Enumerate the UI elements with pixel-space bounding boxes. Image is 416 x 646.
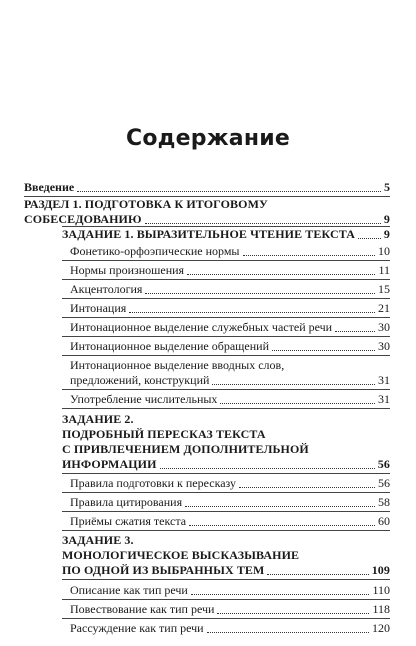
leader-dots — [272, 350, 375, 351]
divider — [62, 298, 390, 299]
divider — [62, 530, 390, 531]
leader-dots — [358, 238, 381, 239]
divider — [62, 579, 390, 580]
toc-page-number: 56 — [377, 457, 390, 471]
task-title-line: ПОДРОБНЫЙ ПЕРЕСКАЗ ТЕКСТА — [62, 427, 266, 441]
toc-section-1[interactable] — [24, 197, 390, 227]
leader-dots — [207, 632, 369, 633]
toc-item[interactable] — [70, 244, 390, 259]
toc-item-label: предложений, конструкций — [70, 373, 210, 387]
toc-item-label: Правила подготовки к пересказу — [70, 476, 237, 490]
task-title-line: ИНФОРМАЦИИ — [62, 457, 157, 471]
toc-item-label: Интонационное выделение вводных слов, — [70, 358, 285, 372]
leader-dots — [212, 384, 375, 385]
toc-item[interactable] — [70, 602, 390, 617]
divider — [62, 618, 390, 619]
task-title-line: С ПРИВЛЕЧЕНИЕМ ДОПОЛНИТЕЛЬНОЙ — [62, 442, 309, 456]
toc-item-label: Интонационное выделение обращений — [70, 339, 269, 353]
toc-page-number: 15 — [378, 282, 390, 296]
task-title: ЗАДАНИЕ 1. ВЫРАЗИТЕЛЬНОЕ ЧТЕНИЕ ТЕКСТА — [62, 227, 356, 241]
toc-item-label: Акцентология — [70, 282, 143, 296]
divider — [62, 408, 390, 409]
leader-dots — [185, 506, 375, 507]
toc-item[interactable] — [70, 476, 390, 491]
divider — [62, 355, 390, 356]
toc-item-label: Интонационное выделение служебных частей речи — [70, 320, 333, 334]
toc-page-number: 109 — [371, 563, 390, 577]
toc-page-number: 9 — [383, 212, 390, 226]
divider — [62, 317, 390, 318]
toc-item-label: Фонетико-орфоэпические нормы — [70, 244, 240, 258]
toc-item-label: Повествование как тип речи — [70, 602, 215, 616]
toc-page-number: 31 — [378, 373, 390, 387]
toc-item[interactable] — [70, 339, 390, 354]
divider — [62, 599, 390, 600]
section-title-line: СОБЕСЕДОВАНИЮ — [24, 212, 142, 226]
toc-page-number: 58 — [378, 495, 390, 509]
toc-page-number: 30 — [378, 339, 390, 353]
leader-dots — [189, 525, 375, 526]
divider — [62, 279, 390, 280]
task-title-line: ЗАДАНИЕ 2. — [62, 412, 134, 426]
toc-page-number: 118 — [372, 602, 390, 616]
leader-dots — [220, 403, 375, 404]
leader-dots — [145, 293, 375, 294]
toc-item[interactable] — [70, 583, 390, 598]
divider — [62, 473, 390, 474]
toc-page-number: 9 — [383, 227, 390, 241]
toc-item[interactable] — [70, 358, 390, 388]
leader-dots — [77, 191, 381, 192]
toc-item[interactable] — [70, 282, 390, 297]
toc-item[interactable] — [70, 320, 390, 335]
toc-item-label: Правила цитирования — [70, 495, 183, 509]
section-title-line: РАЗДЕЛ 1. ПОДГОТОВКА К ИТОГОВОМУ — [24, 197, 268, 211]
task-title-line: МОНОЛОГИЧЕСКОЕ ВЫСКАЗЫВАНИЕ — [62, 548, 300, 562]
toc-item-label: Употребление числительных — [70, 392, 218, 406]
toc-item-label: Нормы произношения — [70, 263, 185, 277]
leader-dots — [187, 274, 375, 275]
toc-task-3[interactable] — [62, 533, 390, 578]
leader-dots — [267, 574, 368, 575]
task-title-line: ЗАДАНИЕ 3. — [62, 533, 134, 547]
toc-page-number: 120 — [372, 621, 390, 635]
toc-task-2[interactable] — [62, 412, 390, 472]
page-title: Содержание — [126, 126, 290, 151]
toc-page-number: 21 — [378, 301, 390, 315]
leader-dots — [217, 613, 369, 614]
toc-page-number: 31 — [378, 392, 390, 406]
toc-page-number: 11 — [378, 263, 390, 277]
toc-page-number: 110 — [372, 583, 390, 597]
leader-dots — [145, 223, 381, 224]
toc-item-label: Описание как тип речи — [70, 583, 188, 597]
toc-item-label: Рассуждение как тип речи — [70, 621, 204, 635]
toc-item[interactable] — [70, 263, 390, 278]
toc-task-1[interactable] — [62, 227, 390, 242]
leader-dots — [191, 594, 370, 595]
divider — [62, 260, 390, 261]
toc-item[interactable] — [70, 301, 390, 316]
leader-dots — [335, 331, 375, 332]
task-title-line: ПО ОДНОЙ ИЗ ВЫБРАННЫХ ТЕМ — [62, 563, 265, 577]
toc-item[interactable] — [70, 495, 390, 510]
toc-item-label: Интонация — [70, 301, 127, 315]
toc-page-number: 30 — [378, 320, 390, 334]
leader-dots — [129, 312, 375, 313]
divider — [62, 389, 390, 390]
leader-dots — [160, 468, 375, 469]
toc-item[interactable] — [70, 392, 390, 407]
toc-page-number: 56 — [378, 476, 390, 490]
toc-page-number: 5 — [384, 180, 390, 194]
divider — [62, 336, 390, 337]
toc-item[interactable] — [70, 514, 390, 529]
toc-entry-intro[interactable] — [24, 180, 390, 195]
toc-entry-label: Введение — [24, 180, 75, 194]
toc-page-number: 60 — [378, 514, 390, 528]
toc-item-label: Приёмы сжатия текста — [70, 514, 187, 528]
divider — [62, 492, 390, 493]
toc-item[interactable] — [70, 621, 390, 636]
toc-page-number: 10 — [378, 244, 390, 258]
leader-dots — [243, 255, 376, 256]
divider — [62, 511, 390, 512]
leader-dots — [239, 487, 375, 488]
